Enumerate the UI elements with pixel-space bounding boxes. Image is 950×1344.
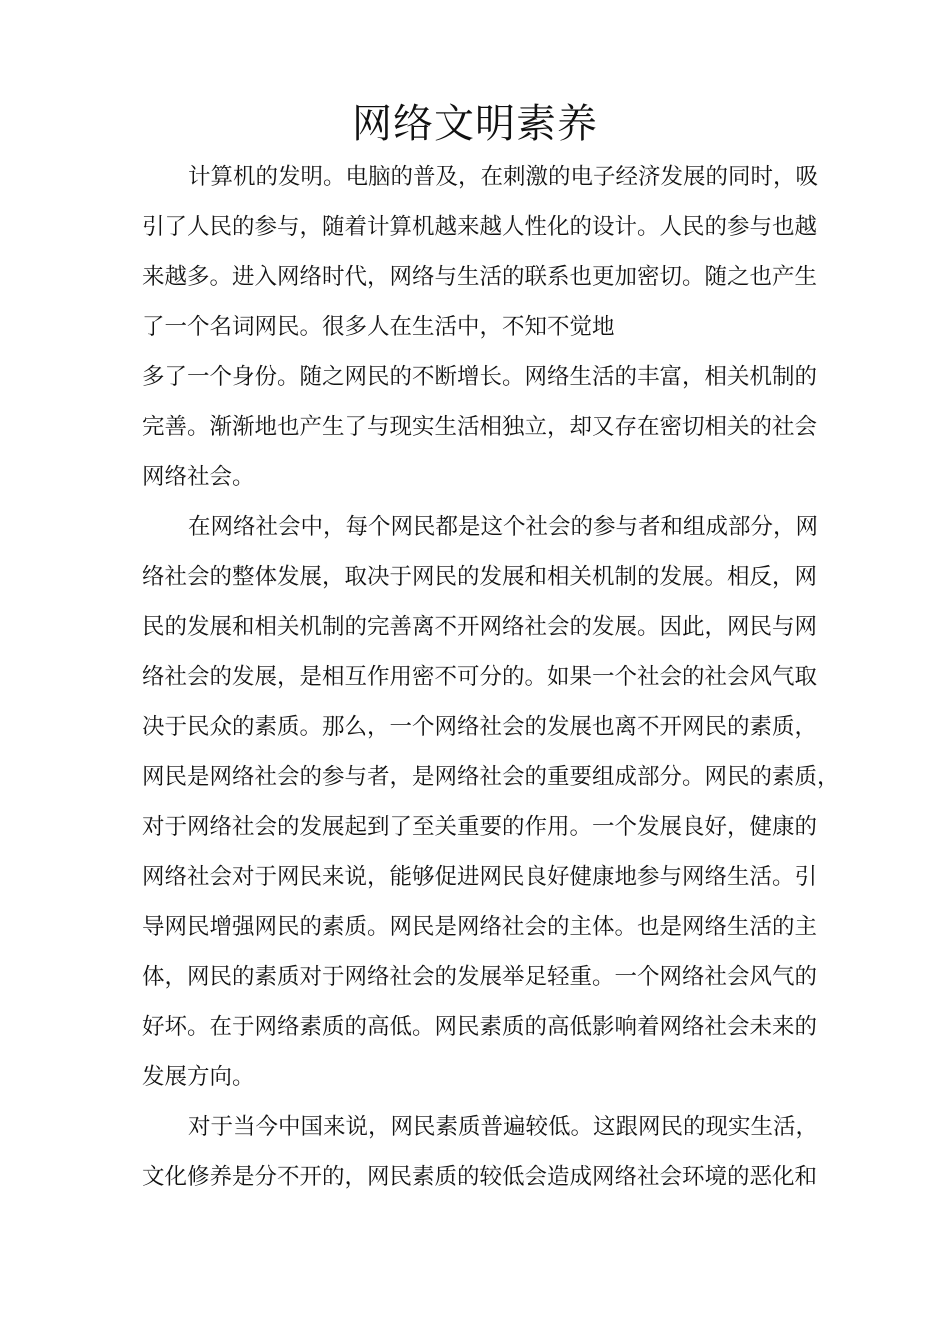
document-body [142, 152, 840, 1202]
paragraph-line: 导网民增强网民的素质。网民是网络社会的主体。也是网络生活的主 [142, 914, 818, 940]
paragraph-line: 民的发展和相关机制的完善离不开网络社会的发展。因此，网民与网 [142, 614, 818, 640]
paragraph-line: 计算机的发明。电脑的普及，在刺激的电子经济发展的同时，吸 [188, 164, 819, 190]
paragraph-line: 络社会的整体发展，取决于网民的发展和相关机制的发展。相反，网 [142, 564, 818, 590]
paragraph-line: 引了人民的参与，随着计算机越来越人性化的设计。人民的参与也越 [142, 214, 818, 240]
paragraph-line: 络社会的发展，是相互作用密不可分的。如果一个社会的社会风气取 [142, 664, 818, 690]
paragraph-line: 网络社会。 [142, 464, 255, 490]
paragraph-line: 网络社会对于网民来说，能够促进网民良好健康地参与网络生活。引 [142, 864, 818, 890]
paragraph-line: 对于当今中国来说，网民素质普遍较低。这跟网民的现实生活， [188, 1114, 819, 1140]
paragraph-line: 多了一个身份。随之网民的不断增长。网络生活的丰富，相关机制的 [142, 364, 818, 390]
paragraph-line: 好坏。在于网络素质的高低。网民素质的高低影响着网络社会未来的 [142, 1014, 818, 1040]
paragraph-line: 在网络社会中，每个网民都是这个社会的参与者和组成部分，网 [188, 514, 819, 540]
paragraph-line: 了一个名词网民。很多人在生活中，不知不觉地 [142, 314, 615, 340]
paragraph-line: 完善。渐渐地也产生了与现实生活相独立，却又存在密切相关的社会 [142, 414, 818, 440]
document-title: 网络文明素养 [352, 101, 598, 147]
paragraph-line: 网民是网络社会的参与者，是网络社会的重要组成部分。网民的素质， [142, 764, 840, 790]
paragraph-line: 决于民众的素质。那么，一个网络社会的发展也离不开网民的素质， [142, 714, 818, 740]
paragraph-line: 对于网络社会的发展起到了至关重要的作用。一个发展良好，健康的 [142, 814, 818, 840]
paragraph-line: 体，网民的素质对于网络社会的发展举足轻重。一个网络社会风气的 [142, 964, 818, 990]
paragraph-line: 发展方向。 [142, 1064, 255, 1090]
paragraph-line: 来越多。进入网络时代，网络与生活的联系也更加密切。随之也产生 [142, 264, 818, 290]
paragraph-line: 文化修养是分不开的，网民素质的较低会造成网络社会环境的恶化和 [142, 1164, 818, 1190]
